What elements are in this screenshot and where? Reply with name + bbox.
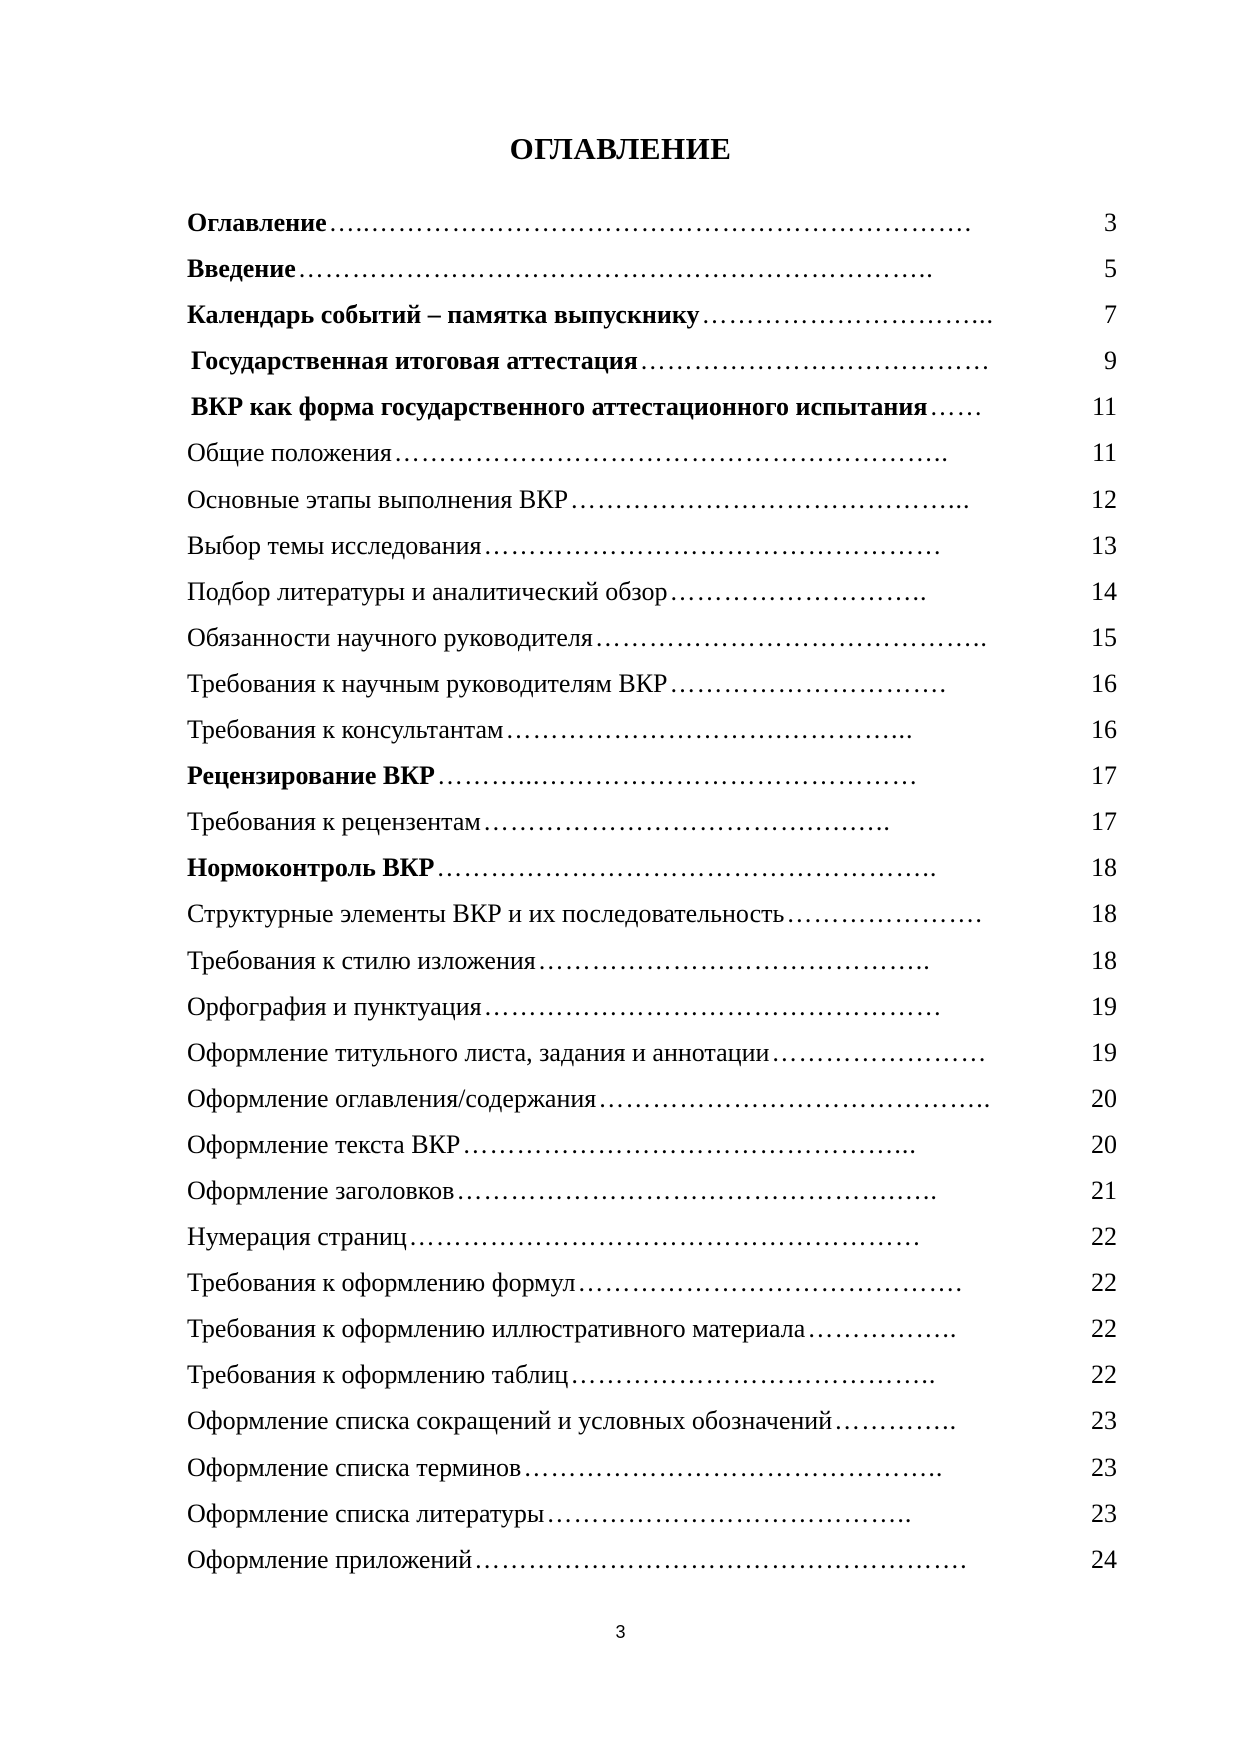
toc-entry-line	[187, 941, 1117, 981]
toc-entry-page: 7	[1104, 300, 1117, 330]
toc-entry	[187, 941, 1117, 987]
toc-dot-leader: ……………………………………………………………..	[297, 254, 934, 284]
toc-entry-line	[187, 987, 1117, 1027]
toc-entry	[187, 756, 1117, 802]
toc-entry-title: Введение	[187, 249, 296, 289]
toc-entry-title: Оглавление	[187, 203, 327, 243]
toc-entry-title: Орфография и пунктуация	[187, 987, 482, 1027]
toc-entry-line	[187, 1125, 1117, 1165]
toc-entry-line	[187, 1494, 1117, 1534]
toc-entry	[187, 295, 1117, 341]
toc-entry-page: 20	[1091, 1129, 1117, 1159]
page-number: 3	[615, 1622, 626, 1642]
toc-entry	[187, 480, 1117, 526]
toc-entry-line	[187, 249, 1117, 289]
toc-entry-page: 22	[1091, 1222, 1117, 1252]
toc-entry-page: 16	[1091, 715, 1117, 745]
toc-entry	[187, 1401, 1117, 1447]
toc-entry	[187, 1494, 1117, 1540]
toc-entry-page: 23	[1091, 1452, 1117, 1482]
toc-entry	[187, 249, 1117, 295]
toc-entry-page: 20	[1091, 1083, 1117, 1113]
toc-entry-title: Требования к оформлению таблиц	[187, 1355, 568, 1395]
toc-entry	[187, 664, 1117, 710]
toc-entry-line	[187, 1217, 1117, 1257]
toc-entry	[187, 572, 1117, 618]
toc-entry-page: 23	[1091, 1406, 1117, 1436]
toc-entry-line	[187, 802, 1117, 842]
toc-entry	[187, 1171, 1117, 1217]
toc-entry	[187, 1033, 1117, 1079]
toc-entry-line	[187, 710, 1117, 750]
toc-dot-leader: ……………………………………...	[570, 484, 971, 514]
toc-entry-page: 22	[1091, 1314, 1117, 1344]
toc-dot-leader: ………………………….	[669, 668, 947, 698]
toc-entry-line	[187, 341, 1117, 381]
toc-entry-page: 22	[1091, 1360, 1117, 1390]
toc-entry-title: Нормоконтроль ВКР	[187, 848, 434, 888]
toc-entry-page: 18	[1091, 945, 1117, 975]
toc-entry-title: Оформление списка сокращений и условных обозначений	[187, 1401, 832, 1441]
toc-entry-page: 17	[1091, 807, 1117, 837]
toc-entry-title: Нумерация страниц	[187, 1217, 407, 1257]
toc-entry-line	[187, 848, 1117, 888]
toc-dot-leader: ………………….	[786, 899, 983, 929]
toc-entry-page: 18	[1091, 853, 1117, 883]
toc-entry-title: Оформление списка терминов	[187, 1448, 521, 1488]
toc-dot-leader: …………………………………	[639, 346, 991, 376]
toc-entry-line	[187, 1171, 1117, 1211]
toc-dot-leader: ………………………………………….…..	[456, 1175, 938, 1205]
toc-entry-line	[187, 1263, 1117, 1303]
toc-dot-leader: …………………………………….	[577, 1268, 963, 1298]
toc-entry-title: Структурные элементы ВКР и их последовательность	[187, 894, 784, 934]
toc-dot-leader: ………………………………………..	[523, 1452, 944, 1482]
toc-dot-leader: …………………………………………………	[408, 1222, 922, 1252]
toc-dot-leader: …………..	[834, 1406, 958, 1436]
toc-dot-leader: ………………………………………………..	[436, 853, 938, 883]
toc-entry-title: Основные этапы выполнения ВКР	[187, 480, 568, 520]
table-of-contents	[187, 203, 1117, 1586]
toc-dot-leader: …………………………………..	[570, 1360, 937, 1390]
toc-entry-page: 5	[1104, 254, 1117, 284]
toc-entry-page: 19	[1091, 1037, 1117, 1067]
toc-entry-title: Рецензирование ВКР	[187, 756, 435, 796]
toc-entry-title: Оформление списка литературы	[187, 1494, 544, 1534]
toc-entry	[187, 618, 1117, 664]
toc-entry-title: Оформление заголовков	[187, 1171, 454, 1211]
toc-dot-leader: ……………………………………………………..	[393, 438, 949, 468]
toc-entry-page: 14	[1091, 576, 1117, 606]
toc-dot-leader: …………………………………………...	[462, 1129, 917, 1159]
toc-entry-title: Оформление титульного листа, задания и аннотации	[187, 1033, 769, 1073]
toc-dot-leader: ……………………………………..	[594, 622, 988, 652]
toc-entry-title: Подбор литературы и аналитический обзор	[187, 572, 668, 612]
toc-dot-leader: ……………………………………..	[537, 945, 931, 975]
toc-dot-leader: …………………………...	[701, 300, 995, 330]
toc-entry-line	[187, 894, 1117, 934]
toc-dot-leader: ……………………	[771, 1037, 988, 1067]
toc-entry-line	[187, 1309, 1117, 1349]
toc-entry-page: 12	[1091, 484, 1117, 514]
toc-entry	[187, 341, 1117, 387]
toc-entry-line	[187, 1355, 1117, 1395]
toc-entry-page: 24	[1091, 1544, 1117, 1574]
toc-entry-line	[187, 664, 1117, 704]
toc-dot-leader: ………………………….…………...	[505, 715, 914, 745]
toc-entry	[187, 526, 1117, 572]
toc-entry-line	[187, 572, 1117, 612]
toc-dot-leader: ……………………………….….…..	[482, 807, 891, 837]
toc-entry	[187, 894, 1117, 940]
toc-entry-line	[187, 480, 1117, 520]
toc-dot-leader: ……	[929, 392, 984, 422]
toc-dot-leader: …………………………………..	[546, 1498, 913, 1528]
toc-dot-leader: ……………………………………………….	[474, 1544, 968, 1574]
toc-entry-line	[187, 387, 1117, 427]
toc-entry	[187, 848, 1117, 894]
toc-entry-line	[187, 1033, 1117, 1073]
toc-entry	[187, 387, 1117, 433]
toc-entry-title: Требования к консультантам	[187, 710, 503, 750]
toc-entry-title: Оформление приложений	[187, 1540, 472, 1580]
toc-entry	[187, 802, 1117, 848]
toc-entry	[187, 1309, 1117, 1355]
toc-entry-line	[187, 526, 1117, 566]
toc-entry-title: Требования к оформлению формул	[187, 1263, 575, 1303]
toc-entry-title: Обязанности научного руководителя	[187, 618, 593, 658]
toc-entry-page: 11	[1091, 392, 1117, 422]
toc-entry-page: 11	[1091, 438, 1117, 468]
toc-dot-leader: ……………………………………..	[598, 1083, 992, 1113]
toc-entry	[187, 433, 1117, 479]
toc-dot-leader: ……………………………………………	[483, 991, 943, 1021]
toc-entry-line	[187, 1448, 1117, 1488]
toc-entry-title: Требования к стилю изложения	[187, 941, 536, 981]
toc-entry-line	[187, 433, 1117, 473]
toc-entry-title: Требования к оформлению иллюстративного материала	[187, 1309, 805, 1349]
toc-entry-page: 17	[1091, 761, 1117, 791]
toc-entry-line	[187, 618, 1117, 658]
toc-entry-line	[187, 1401, 1117, 1441]
toc-entry	[187, 987, 1117, 1033]
toc-entry-line	[187, 295, 1117, 335]
toc-dot-leader: ……………………………………………	[483, 530, 943, 560]
toc-entry	[187, 203, 1117, 249]
toc-entry	[187, 1540, 1117, 1586]
toc-entry-title: Общие положения	[187, 433, 392, 473]
toc-dot-leader: ………………………..	[669, 576, 928, 606]
toc-entry	[187, 1355, 1117, 1401]
toc-entry-line	[187, 1540, 1117, 1580]
toc-entry-page: 3	[1104, 208, 1117, 237]
toc-entry-page: 15	[1091, 622, 1117, 652]
toc-entry	[187, 1217, 1117, 1263]
toc-entry-title: Требования к рецензентам	[187, 802, 481, 842]
toc-entry-page: 21	[1091, 1175, 1117, 1205]
toc-entry	[187, 1125, 1117, 1171]
toc-entry-page: 18	[1091, 899, 1117, 929]
toc-entry-title: Оформление текста ВКР	[187, 1125, 460, 1165]
toc-entry-page: 19	[1091, 991, 1117, 1021]
toc-entry-page: 13	[1091, 530, 1117, 560]
toc-entry-page: 16	[1091, 668, 1117, 698]
toc-dot-leader: ……………..	[807, 1314, 958, 1344]
toc-entry-page: 9	[1104, 346, 1117, 376]
toc-entry-line	[187, 203, 1117, 243]
toc-entry-line	[187, 1079, 1117, 1119]
toc-entry	[187, 1263, 1117, 1309]
toc-entry-title: Календарь событий – памятка выпускнику	[187, 295, 700, 335]
toc-entry-title: Государственная итоговая аттестация	[187, 341, 638, 381]
toc-entry	[187, 710, 1117, 756]
toc-entry	[187, 1079, 1117, 1125]
toc-dot-leader: …..………………………………………………………….	[328, 208, 973, 237]
toc-entry-line	[187, 756, 1117, 796]
toc-entry-page: 23	[1091, 1498, 1117, 1528]
toc-entry-page: 22	[1091, 1268, 1117, 1298]
toc-entry-title: Оформление оглавления/содержания	[187, 1079, 596, 1119]
toc-entry-title: Выбор темы исследования	[187, 526, 482, 566]
toc-entry-title: Требования к научным руководителям ВКР	[187, 664, 668, 704]
page-title: ОГЛАВЛЕНИЕ	[509, 131, 732, 166]
toc-dot-leader: ………...……………………………………	[436, 761, 919, 791]
toc-entry-title: ВКР как форма государственного аттестационного испытания	[187, 387, 927, 427]
toc-entry	[187, 1448, 1117, 1494]
